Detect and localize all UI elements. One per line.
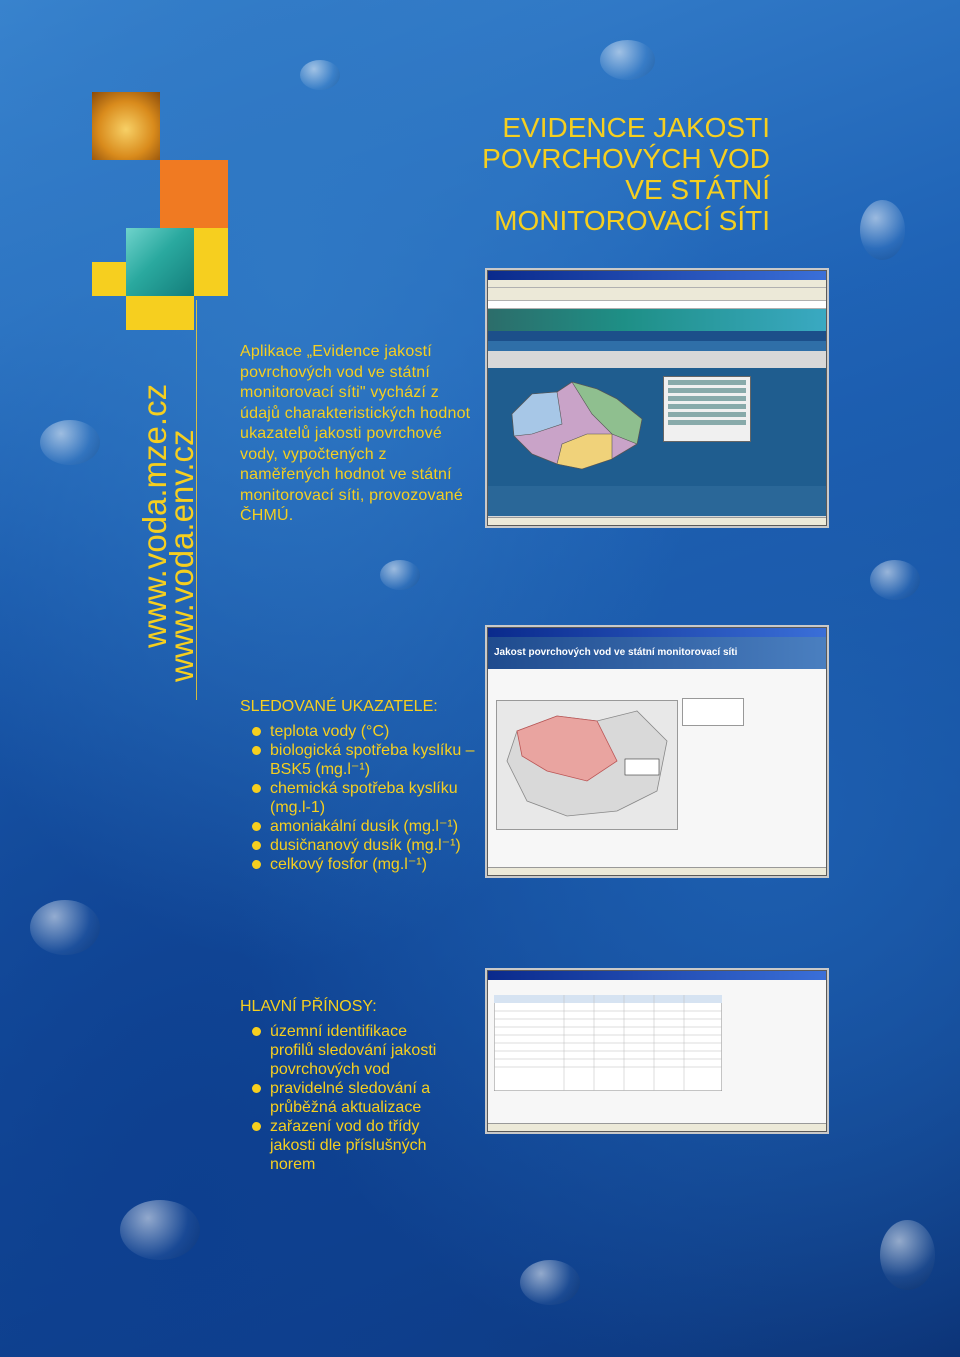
bullet-icon (252, 1027, 261, 1036)
site-header (488, 309, 826, 331)
water-drop (860, 200, 905, 260)
list-item-text: dusičnanový dusík (mg.l⁻¹) (270, 837, 461, 854)
data-table-image (494, 995, 722, 1091)
list-item-text: celkový fosfor (mg.l⁻¹) (270, 856, 427, 873)
bullet-icon (252, 822, 261, 831)
legend-swatch (668, 412, 746, 417)
legend-swatch (668, 404, 746, 409)
list-item (252, 1079, 452, 1117)
list-item (252, 1022, 452, 1079)
window-titlebar (488, 628, 826, 637)
indicators-list (252, 722, 502, 874)
orange-square (160, 160, 228, 228)
menu-bar (488, 280, 826, 288)
url-env-link[interactable]: www.voda.env.cz (163, 429, 200, 682)
legend-swatch (668, 420, 746, 425)
app-screenshot-quality-map (487, 627, 827, 876)
list-item-text: biologická spotřeba kyslíku – BSK5 (mg.l⁻¹) (270, 742, 475, 778)
bullet-icon (252, 1122, 261, 1131)
water-drop (600, 40, 655, 80)
title-line: POVRCHOVÝCH VOD (482, 143, 770, 174)
legend-swatch (668, 388, 746, 393)
list-item (252, 722, 502, 741)
sea-photo (126, 228, 194, 296)
map-footer (488, 486, 826, 516)
url-mze-link[interactable]: www.voda.mze.cz (136, 383, 173, 648)
window-titlebar (488, 971, 826, 980)
intro-paragraph: Aplikace „Evidence jakostí povrchových vod ve státní monitorovací síti" vychází z údajů charakteristických hodnot ukazatelů jakosti povrchové vody, vypočtených z naměřených hodnot ve státní monitorovací síti, provozované ČHMÚ. (240, 343, 471, 524)
river-basin-map-image (496, 700, 678, 830)
list-item-text: zařazení vod do třídy jakosti dle příslušných norem (270, 1118, 427, 1173)
list-item (252, 855, 502, 874)
list-item (252, 741, 502, 779)
address-bar (488, 301, 826, 309)
benefits-list (252, 1022, 452, 1174)
indicators-heading: SLEDOVANÉ UKAZATELE: (240, 698, 438, 715)
czech-map-image (502, 374, 652, 484)
status-bar (488, 517, 826, 525)
bullet-icon (252, 746, 261, 755)
title-line: MONITOROVACÍ SÍTI (494, 205, 770, 236)
map-legend (682, 698, 744, 726)
list-item (252, 1117, 452, 1174)
list-item-text: územní identifikace profilů sledování jakosti povrchových vod (270, 1023, 437, 1078)
app-banner: Jakost povrchových vod ve státní monitorovací síti (488, 637, 826, 669)
window-titlebar (488, 271, 826, 280)
list-item-text: teplota vody (°C) (270, 723, 390, 740)
site-nav (488, 331, 826, 341)
bullet-icon (252, 841, 261, 850)
water-drop (30, 900, 100, 955)
legend-swatch (668, 380, 746, 385)
list-item (252, 817, 502, 836)
legend-swatch (668, 396, 746, 401)
water-drop (40, 420, 100, 465)
water-drop (300, 60, 340, 90)
list-item-text: amoniakální dusík (mg.l⁻¹) (270, 818, 459, 835)
app-screenshot-data-table (487, 970, 827, 1132)
title-line: VE STÁTNÍ (625, 174, 770, 205)
bullet-icon (252, 1084, 261, 1093)
benefits-heading: HLAVNÍ PŘÍNOSY: (240, 998, 377, 1015)
water-drop (520, 1260, 580, 1305)
browser-toolbar (488, 288, 826, 301)
water-drop (880, 1220, 935, 1290)
yellow-square (194, 228, 228, 296)
bullet-icon (252, 784, 261, 793)
water-drop (870, 560, 920, 600)
water-drop (380, 560, 420, 590)
water-drop (120, 1200, 200, 1260)
yellow-square (92, 262, 126, 296)
list-item (252, 836, 502, 855)
list-item-text: chemická spotřeba kyslíku (mg.l-1) (270, 780, 458, 816)
map-legend (663, 376, 751, 442)
list-item (252, 779, 502, 817)
status-bar (488, 867, 826, 875)
site-subnav (488, 341, 826, 351)
bullet-icon (252, 727, 261, 736)
map-panel (488, 368, 826, 486)
status-bar (488, 1123, 826, 1131)
app-screenshot-map (487, 270, 827, 526)
water-drop-photo (92, 92, 160, 160)
title-line: EVIDENCE JAKOSTI (502, 112, 770, 143)
list-item-text: pravidelné sledování a průběžná aktualizace (270, 1080, 431, 1116)
bullet-icon (252, 860, 261, 869)
yellow-square (126, 296, 194, 330)
page-title (350, 112, 770, 236)
